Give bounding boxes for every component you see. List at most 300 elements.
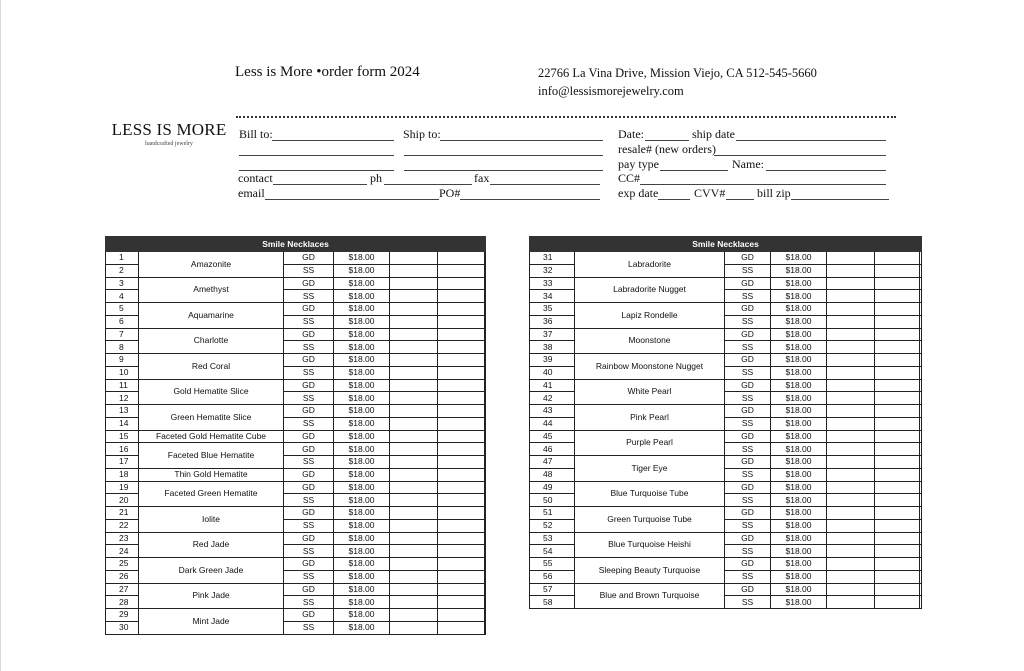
qty-cell[interactable]	[390, 430, 438, 443]
total-cell[interactable]	[485, 290, 486, 303]
qty-cell[interactable]	[827, 354, 875, 367]
qty-cell[interactable]	[390, 494, 438, 507]
unit-price: $18.00	[771, 417, 827, 430]
fax-field[interactable]	[490, 184, 600, 185]
qty-cell[interactable]	[827, 366, 875, 379]
extra-cell[interactable]	[438, 583, 485, 596]
table-row	[106, 277, 486, 290]
metal-code: GD	[725, 303, 771, 316]
total-cell[interactable]	[920, 545, 922, 558]
total-cell[interactable]	[920, 468, 922, 481]
item-number: 15	[106, 430, 139, 443]
qty-cell[interactable]	[390, 328, 438, 341]
unit-price: $18.00	[771, 354, 827, 367]
bill-to-field[interactable]	[272, 140, 394, 141]
extra-cell[interactable]	[875, 405, 920, 418]
extra-cell[interactable]	[438, 366, 485, 379]
extra-cell[interactable]	[438, 507, 485, 520]
unit-price: $18.00	[771, 290, 827, 303]
total-cell[interactable]	[920, 252, 922, 265]
extra-cell[interactable]	[875, 481, 920, 494]
extra-cell[interactable]	[438, 252, 485, 265]
total-cell[interactable]	[920, 481, 922, 494]
table-row	[530, 354, 922, 367]
total-cell[interactable]	[485, 328, 486, 341]
qty-cell[interactable]	[827, 392, 875, 405]
extra-cell[interactable]	[875, 264, 920, 277]
unit-price: $18.00	[334, 596, 390, 609]
qty-cell[interactable]	[827, 430, 875, 443]
total-cell[interactable]	[485, 494, 486, 507]
ship-to-field[interactable]	[440, 140, 603, 141]
total-cell[interactable]	[920, 290, 922, 303]
extra-cell[interactable]	[875, 570, 920, 583]
metal-code: GD	[725, 252, 771, 265]
product-name: Dark Green Jade	[139, 558, 284, 584]
extra-cell[interactable]	[438, 456, 485, 469]
total-cell[interactable]	[920, 341, 922, 354]
extra-cell[interactable]	[875, 583, 920, 596]
extra-cell[interactable]	[875, 252, 920, 265]
unit-price: $18.00	[334, 392, 390, 405]
qty-cell[interactable]	[827, 417, 875, 430]
extra-cell[interactable]	[438, 405, 485, 418]
metal-code: SS	[725, 392, 771, 405]
qty-cell[interactable]	[390, 468, 438, 481]
metal-code: SS	[284, 545, 334, 558]
item-number: 56	[530, 570, 575, 583]
total-cell[interactable]	[920, 392, 922, 405]
phone-label: ph	[370, 171, 382, 185]
bill-zip-field[interactable]	[791, 199, 889, 200]
qty-cell[interactable]	[390, 303, 438, 316]
cvv-label: CVV#	[694, 186, 726, 200]
extra-cell[interactable]	[438, 532, 485, 545]
bill-to-line-2[interactable]	[239, 155, 394, 156]
total-cell[interactable]	[920, 315, 922, 328]
name-field[interactable]	[766, 170, 886, 171]
contact-label: contact	[238, 171, 273, 185]
qty-cell[interactable]	[827, 596, 875, 609]
extra-cell[interactable]	[875, 519, 920, 532]
extra-cell[interactable]	[438, 290, 485, 303]
qty-cell[interactable]	[827, 583, 875, 596]
extra-cell[interactable]	[438, 621, 485, 634]
total-cell[interactable]	[485, 264, 486, 277]
extra-cell[interactable]	[875, 366, 920, 379]
qty-cell[interactable]	[390, 583, 438, 596]
extra-cell[interactable]	[875, 468, 920, 481]
bill-to-label: Bill to:	[239, 127, 273, 141]
brand-logo	[110, 120, 228, 147]
product-name: Labradorite	[575, 252, 725, 278]
qty-cell[interactable]	[827, 507, 875, 520]
metal-code: GD	[725, 456, 771, 469]
resale-field[interactable]	[714, 155, 886, 156]
table-row	[106, 468, 486, 481]
qty-cell[interactable]	[827, 315, 875, 328]
metal-code: SS	[284, 417, 334, 430]
qty-cell[interactable]	[390, 456, 438, 469]
extra-cell[interactable]	[875, 315, 920, 328]
unit-price: $18.00	[771, 252, 827, 265]
extra-cell[interactable]	[438, 341, 485, 354]
table-row	[106, 583, 486, 596]
po-label: PO#	[439, 186, 461, 200]
qty-cell[interactable]	[390, 609, 438, 622]
extra-cell[interactable]	[875, 328, 920, 341]
total-cell[interactable]	[485, 621, 486, 634]
qty-cell[interactable]	[390, 252, 438, 265]
total-cell[interactable]	[920, 328, 922, 341]
qty-cell[interactable]	[390, 558, 438, 571]
metal-code: GD	[284, 558, 334, 571]
total-cell[interactable]	[920, 494, 922, 507]
extra-cell[interactable]	[438, 430, 485, 443]
item-number: 23	[106, 532, 139, 545]
unit-price: $18.00	[771, 392, 827, 405]
total-cell[interactable]	[485, 545, 486, 558]
qty-cell[interactable]	[390, 354, 438, 367]
cvv-field[interactable]	[726, 199, 754, 200]
unit-price: $18.00	[334, 570, 390, 583]
metal-code: SS	[725, 290, 771, 303]
total-cell[interactable]	[920, 379, 922, 392]
unit-price: $18.00	[771, 481, 827, 494]
metal-code: SS	[284, 366, 334, 379]
extra-cell[interactable]	[438, 468, 485, 481]
item-number: 40	[530, 366, 575, 379]
product-name: Faceted Gold Hematite Cube	[139, 430, 284, 443]
total-cell[interactable]	[920, 519, 922, 532]
table-row	[530, 405, 922, 418]
metal-code: GD	[284, 328, 334, 341]
ship-to-line-3[interactable]	[404, 170, 603, 171]
email-field[interactable]	[265, 199, 439, 200]
qty-cell[interactable]	[827, 303, 875, 316]
qty-cell[interactable]	[390, 290, 438, 303]
total-cell[interactable]	[920, 354, 922, 367]
qty-cell[interactable]	[390, 443, 438, 456]
total-cell[interactable]	[485, 519, 486, 532]
total-cell[interactable]	[920, 366, 922, 379]
qty-cell[interactable]	[390, 519, 438, 532]
unit-price: $18.00	[334, 545, 390, 558]
table-row	[106, 354, 486, 367]
table-row	[106, 558, 486, 571]
item-number: 18	[106, 468, 139, 481]
table-title: Smile Necklaces	[530, 237, 922, 252]
total-cell[interactable]	[920, 405, 922, 418]
item-number: 37	[530, 328, 575, 341]
qty-cell[interactable]	[390, 621, 438, 634]
total-cell[interactable]	[485, 443, 486, 456]
total-cell[interactable]	[920, 417, 922, 430]
total-cell[interactable]	[485, 570, 486, 583]
unit-price: $18.00	[334, 264, 390, 277]
extra-cell[interactable]	[438, 315, 485, 328]
extra-cell[interactable]	[875, 303, 920, 316]
extra-cell[interactable]	[875, 277, 920, 290]
metal-code: GD	[725, 277, 771, 290]
extra-cell[interactable]	[438, 609, 485, 622]
pay-type-label: pay type	[618, 157, 659, 171]
product-name: Amethyst	[139, 277, 284, 303]
table-row	[530, 481, 922, 494]
pay-type-field[interactable]	[660, 170, 728, 171]
total-cell[interactable]	[920, 532, 922, 545]
extra-cell[interactable]	[875, 494, 920, 507]
item-number: 44	[530, 417, 575, 430]
qty-cell[interactable]	[390, 481, 438, 494]
extra-cell[interactable]	[438, 277, 485, 290]
company-address: 22766 La Vina Drive, Mission Viejo, CA 512-545-5660	[538, 66, 817, 80]
qty-cell[interactable]	[827, 481, 875, 494]
item-number: 27	[106, 583, 139, 596]
qty-cell[interactable]	[390, 417, 438, 430]
metal-code: SS	[725, 341, 771, 354]
total-cell[interactable]	[485, 303, 486, 316]
extra-cell[interactable]	[875, 443, 920, 456]
extra-cell[interactable]	[875, 392, 920, 405]
qty-cell[interactable]	[390, 264, 438, 277]
extra-cell[interactable]	[875, 456, 920, 469]
extra-cell[interactable]	[438, 519, 485, 532]
qty-cell[interactable]	[390, 366, 438, 379]
qty-cell[interactable]	[390, 532, 438, 545]
qty-cell[interactable]	[390, 570, 438, 583]
item-number: 29	[106, 609, 139, 622]
total-cell[interactable]	[485, 456, 486, 469]
extra-cell[interactable]	[438, 494, 485, 507]
total-cell[interactable]	[485, 392, 486, 405]
total-cell[interactable]	[920, 264, 922, 277]
total-cell[interactable]	[485, 596, 486, 609]
po-field[interactable]	[460, 199, 600, 200]
extra-cell[interactable]	[875, 354, 920, 367]
extra-cell[interactable]	[438, 481, 485, 494]
product-name: Mint Jade	[139, 609, 284, 635]
total-cell[interactable]	[485, 277, 486, 290]
product-name: Gold Hematite Slice	[139, 379, 284, 405]
unit-price: $18.00	[771, 532, 827, 545]
extra-cell[interactable]	[875, 341, 920, 354]
qty-cell[interactable]	[390, 392, 438, 405]
total-cell[interactable]	[920, 303, 922, 316]
item-number: 43	[530, 405, 575, 418]
extra-cell[interactable]	[438, 596, 485, 609]
total-cell[interactable]	[485, 583, 486, 596]
extra-cell[interactable]	[875, 417, 920, 430]
qty-cell[interactable]	[827, 456, 875, 469]
qty-cell[interactable]	[390, 277, 438, 290]
total-cell[interactable]	[920, 596, 922, 609]
extra-cell[interactable]	[438, 417, 485, 430]
total-cell[interactable]	[485, 354, 486, 367]
product-name: Tiger Eye	[575, 456, 725, 482]
metal-code: SS	[284, 570, 334, 583]
total-cell[interactable]	[485, 558, 486, 571]
qty-cell[interactable]	[827, 328, 875, 341]
qty-cell[interactable]	[390, 507, 438, 520]
extra-cell[interactable]	[438, 354, 485, 367]
qty-cell[interactable]	[827, 468, 875, 481]
item-number: 9	[106, 354, 139, 367]
item-number: 16	[106, 443, 139, 456]
ship-to-line-2[interactable]	[404, 155, 603, 156]
item-number: 5	[106, 303, 139, 316]
total-cell[interactable]	[920, 570, 922, 583]
page-edge	[0, 0, 1, 671]
metal-code: SS	[725, 570, 771, 583]
total-cell[interactable]	[485, 468, 486, 481]
extra-cell[interactable]	[875, 532, 920, 545]
extra-cell[interactable]	[875, 596, 920, 609]
metal-code: SS	[284, 290, 334, 303]
company-email: info@lessismorejewelry.com	[538, 84, 684, 98]
qty-cell[interactable]	[827, 494, 875, 507]
table-row	[530, 532, 922, 545]
extra-cell[interactable]	[438, 328, 485, 341]
item-number: 42	[530, 392, 575, 405]
total-cell[interactable]	[920, 277, 922, 290]
ship-date-field[interactable]	[736, 140, 886, 141]
qty-cell[interactable]	[827, 290, 875, 303]
total-cell[interactable]	[485, 430, 486, 443]
total-cell[interactable]	[485, 481, 486, 494]
total-cell[interactable]	[920, 456, 922, 469]
exp-date-field[interactable]	[658, 199, 690, 200]
item-number: 10	[106, 366, 139, 379]
qty-cell[interactable]	[390, 405, 438, 418]
table-row	[530, 379, 922, 392]
extra-cell[interactable]	[438, 443, 485, 456]
date-field[interactable]	[645, 140, 689, 141]
cc-field[interactable]	[640, 184, 886, 185]
cc-label: CC#	[618, 171, 641, 185]
item-number: 57	[530, 583, 575, 596]
item-number: 24	[106, 545, 139, 558]
total-cell[interactable]	[485, 405, 486, 418]
date-label: Date:	[618, 127, 644, 141]
total-cell[interactable]	[485, 315, 486, 328]
unit-price: $18.00	[334, 609, 390, 622]
total-cell[interactable]	[920, 558, 922, 571]
qty-cell[interactable]	[827, 545, 875, 558]
total-cell[interactable]	[485, 532, 486, 545]
metal-code: SS	[725, 443, 771, 456]
extra-cell[interactable]	[438, 392, 485, 405]
extra-cell[interactable]	[438, 264, 485, 277]
table-row	[530, 456, 922, 469]
product-name: Lapiz Rondelle	[575, 303, 725, 329]
qty-cell[interactable]	[827, 341, 875, 354]
qty-cell[interactable]	[827, 379, 875, 392]
metal-code: SS	[284, 341, 334, 354]
qty-cell[interactable]	[390, 545, 438, 558]
table-row	[530, 558, 922, 571]
extra-cell[interactable]	[875, 507, 920, 520]
metal-code: GD	[284, 468, 334, 481]
total-cell[interactable]	[485, 507, 486, 520]
unit-price: $18.00	[334, 456, 390, 469]
extra-cell[interactable]	[875, 290, 920, 303]
product-name: Blue Turquoise Heishi	[575, 532, 725, 558]
unit-price: $18.00	[334, 532, 390, 545]
qty-cell[interactable]	[827, 405, 875, 418]
qty-cell[interactable]	[827, 264, 875, 277]
qty-cell[interactable]	[827, 277, 875, 290]
extra-cell[interactable]	[438, 545, 485, 558]
extra-cell[interactable]	[438, 303, 485, 316]
unit-price: $18.00	[334, 366, 390, 379]
unit-price: $18.00	[771, 583, 827, 596]
qty-cell[interactable]	[390, 341, 438, 354]
total-cell[interactable]	[920, 443, 922, 456]
item-number: 34	[530, 290, 575, 303]
total-cell[interactable]	[485, 609, 486, 622]
item-number: 33	[530, 277, 575, 290]
total-cell[interactable]	[920, 507, 922, 520]
total-cell[interactable]	[920, 430, 922, 443]
unit-price: $18.00	[334, 277, 390, 290]
total-cell[interactable]	[485, 366, 486, 379]
item-number: 49	[530, 481, 575, 494]
item-number: 7	[106, 328, 139, 341]
qty-cell[interactable]	[390, 315, 438, 328]
metal-code: GD	[284, 303, 334, 316]
metal-code: GD	[284, 430, 334, 443]
extra-cell[interactable]	[875, 545, 920, 558]
table-row	[530, 277, 922, 290]
extra-cell[interactable]	[438, 570, 485, 583]
item-number: 11	[106, 379, 139, 392]
total-cell[interactable]	[485, 341, 486, 354]
qty-cell[interactable]	[827, 558, 875, 571]
qty-cell[interactable]	[827, 252, 875, 265]
qty-cell[interactable]	[827, 519, 875, 532]
qty-cell[interactable]	[827, 570, 875, 583]
qty-cell[interactable]	[827, 532, 875, 545]
extra-cell[interactable]	[438, 379, 485, 392]
total-cell[interactable]	[920, 583, 922, 596]
qty-cell[interactable]	[390, 379, 438, 392]
total-cell[interactable]	[485, 417, 486, 430]
unit-price: $18.00	[771, 468, 827, 481]
unit-price: $18.00	[771, 315, 827, 328]
unit-price: $18.00	[334, 494, 390, 507]
extra-cell[interactable]	[438, 558, 485, 571]
extra-cell[interactable]	[875, 558, 920, 571]
extra-cell[interactable]	[875, 430, 920, 443]
product-name: Faceted Blue Hematite	[139, 443, 284, 469]
extra-cell[interactable]	[875, 379, 920, 392]
total-cell[interactable]	[485, 379, 486, 392]
metal-code: SS	[725, 315, 771, 328]
metal-code: SS	[725, 519, 771, 532]
contact-field[interactable]	[273, 184, 367, 185]
unit-price: $18.00	[334, 519, 390, 532]
product-name: Green Hematite Slice	[139, 405, 284, 431]
qty-cell[interactable]	[827, 443, 875, 456]
table-row	[530, 252, 922, 265]
unit-price: $18.00	[771, 277, 827, 290]
phone-field[interactable]	[384, 184, 472, 185]
table-row	[530, 430, 922, 443]
unit-price: $18.00	[334, 341, 390, 354]
total-cell[interactable]	[485, 252, 486, 265]
qty-cell[interactable]	[390, 596, 438, 609]
